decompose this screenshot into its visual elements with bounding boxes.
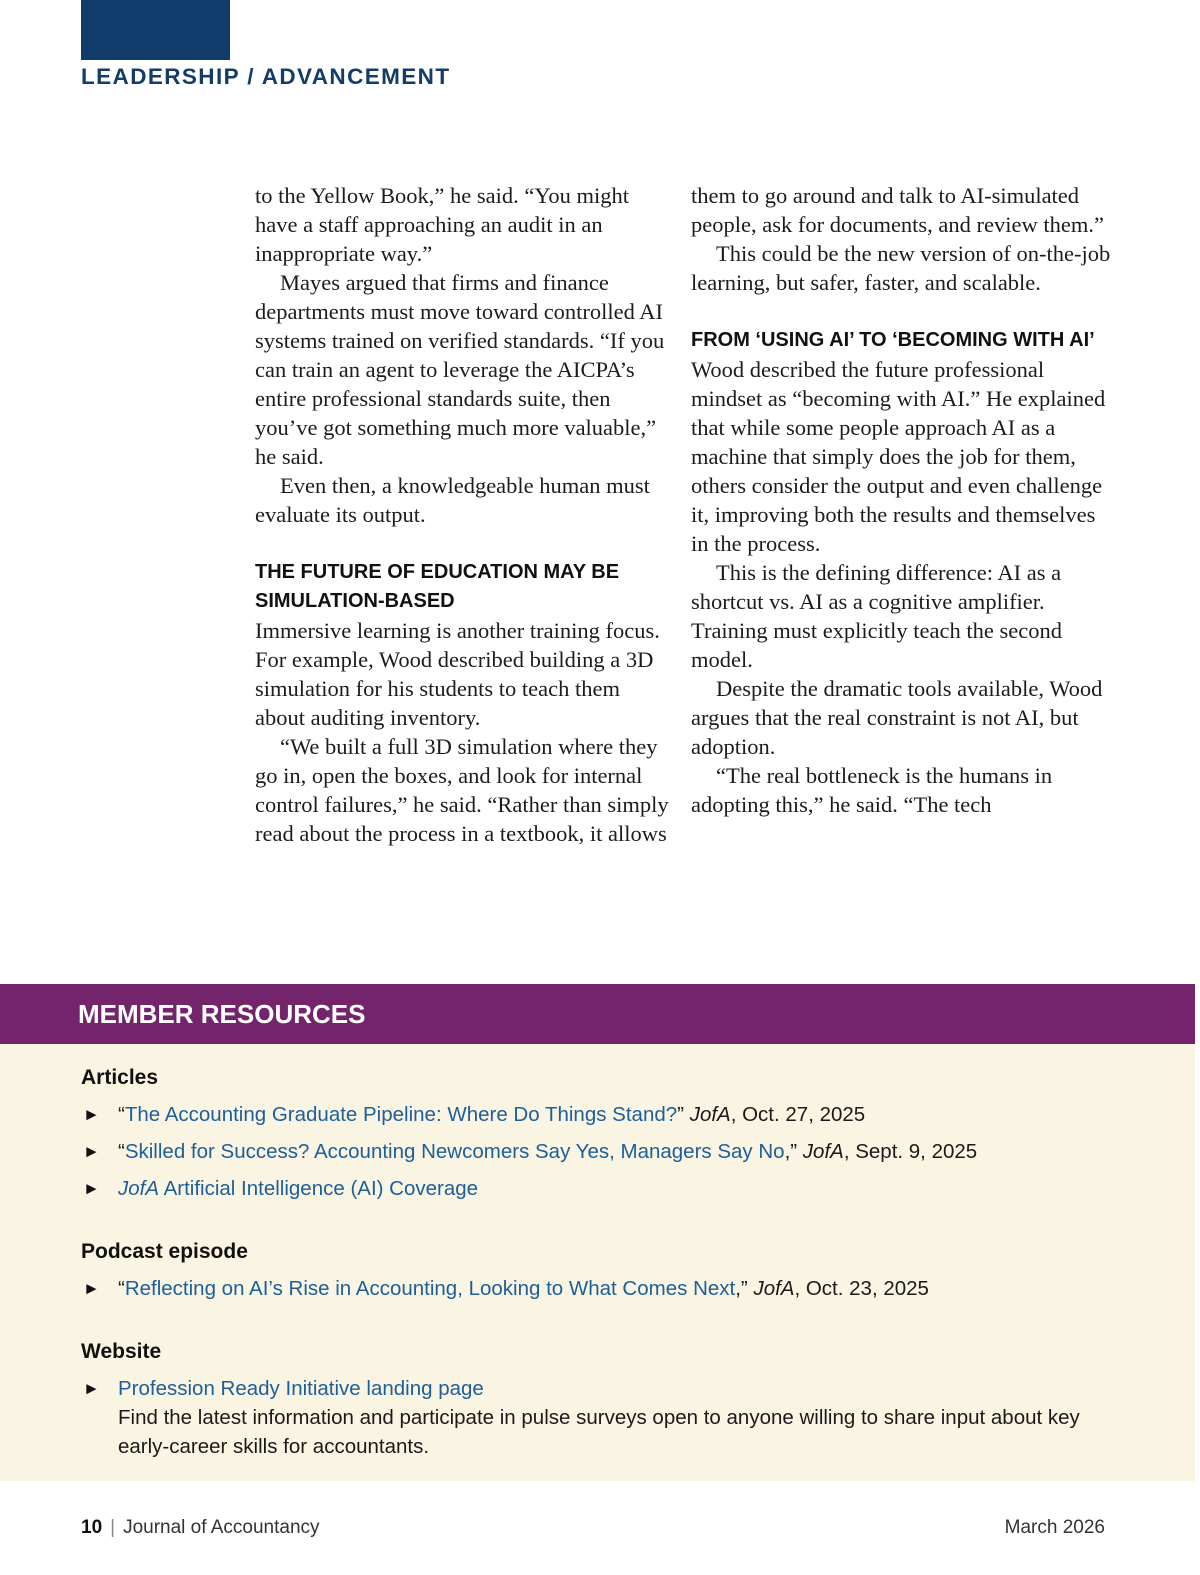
bullet-arrow-icon: ► xyxy=(83,1379,100,1398)
article-column-left xyxy=(255,181,670,848)
articles-heading: Articles xyxy=(81,1066,159,1089)
resource-item xyxy=(81,1100,1115,1129)
issue-date: March 2026 xyxy=(1004,1517,1105,1538)
paragraph: Even then, a knowledgeable human must evaluate its output. xyxy=(255,473,650,527)
member-resources-title: MEMBER RESOURCES xyxy=(0,984,1195,1044)
website-description: Find the latest information and participate in pulse surveys open to anyone willing to share input about key early-career skills for accountants. xyxy=(118,1406,1080,1458)
article-link[interactable]: Skilled for Success? Accounting Newcomers Say Yes, Managers Say No xyxy=(124,1140,785,1163)
member-resources-box xyxy=(0,1044,1195,1481)
podcast-link[interactable]: Reflecting on AI’s Rise in Accounting, Looking to What Comes Next xyxy=(124,1277,736,1300)
bullet-arrow-icon: ► xyxy=(83,1105,100,1124)
article-link[interactable]: The Accounting Graduate Pipeline: Where Do Things Stand? xyxy=(124,1103,678,1126)
publication-name: JofA xyxy=(689,1103,731,1126)
paragraph: “We built a full 3D simulation where they go in, open the boxes, and look for internal control failures,” he said. “Rather than simply read about the process in a textbook, it allows xyxy=(255,734,669,846)
footer-separator: | xyxy=(110,1517,116,1538)
podcast-heading: Podcast episode xyxy=(81,1240,248,1263)
resource-item xyxy=(81,1274,1115,1303)
resource-item xyxy=(81,1174,1115,1203)
paragraph: Mayes argued that firms and finance departments must move toward controlled AI systems trained on verified standards. “If you can train an agent to leverage the AICPA’s entire professional standards suite, then you’ve got something much more valuable,” he said. xyxy=(255,270,665,469)
resource-item xyxy=(81,1137,1115,1166)
publication-date: , Sept. 9, 2025 xyxy=(843,1140,978,1163)
article-column-right xyxy=(691,181,1116,819)
website-heading: Website xyxy=(81,1340,162,1363)
quote-mark: ” xyxy=(677,1103,690,1126)
paragraph: Despite the dramatic tools available, Wood argues that the real constraint is not AI, but adoption. xyxy=(691,676,1103,759)
paragraph: Wood described the future professional mindset as “becoming with AI.” He explained that while some people approach AI as a machine that simply does the job for them, others consider the output and even challenge it, improving both the results and themselves in the process. xyxy=(691,357,1106,556)
subheading: THE FUTURE OF EDUCATION MAY BE SIMULATION-BASED xyxy=(255,561,620,612)
publication-date: , Oct. 27, 2025 xyxy=(730,1103,866,1126)
section-label: LEADERSHIP / ADVANCEMENT xyxy=(81,64,451,89)
quote-mark: ,” xyxy=(735,1277,754,1300)
quote-mark: ,” xyxy=(784,1140,803,1163)
bullet-arrow-icon: ► xyxy=(83,1179,100,1198)
bullet-arrow-icon: ► xyxy=(83,1279,100,1298)
website-link[interactable]: Profession Ready Initiative landing page xyxy=(118,1377,484,1400)
paragraph: “The real bottleneck is the humans in adopting this,” he said. “The tech xyxy=(691,763,1053,817)
page-footer xyxy=(81,1517,1105,1539)
publication-name: JofA xyxy=(802,1140,844,1163)
article-link[interactable]: Artificial Intelligence (AI) Coverage xyxy=(159,1177,479,1200)
paragraph: them to go around and talk to AI-simulated people, ask for documents, and review them.” xyxy=(691,183,1104,237)
quote-mark: “ xyxy=(118,1140,125,1163)
publication-title: Journal of Accountancy xyxy=(123,1517,320,1538)
paragraph: This could be the new version of on-the-job learning, but safer, faster, and scalable. xyxy=(691,241,1111,295)
header-color-block xyxy=(81,0,230,60)
paragraph: to the Yellow Book,” he said. “You might have a staff approaching an audit in an inappropriate way.” xyxy=(255,183,629,266)
publication-name: JofA xyxy=(753,1277,795,1300)
quote-mark: “ xyxy=(118,1103,125,1126)
bullet-arrow-icon: ► xyxy=(83,1142,100,1161)
paragraph: This is the defining difference: AI as a shortcut vs. AI as a cognitive amplifier. Training must explicitly teach the second model. xyxy=(691,560,1062,672)
publication-link[interactable]: JofA xyxy=(118,1177,160,1200)
subheading: FROM ‘USING AI’ TO ‘BECOMING WITH AI’ xyxy=(691,329,1095,351)
publication-date: , Oct. 23, 2025 xyxy=(794,1277,929,1300)
paragraph: Immersive learning is another training focus. For example, Wood described building a 3D simulation for his students to teach them about auditing inventory. xyxy=(255,618,660,730)
quote-mark: “ xyxy=(118,1277,125,1300)
resource-item xyxy=(81,1374,1115,1461)
page-number: 10 xyxy=(81,1517,103,1538)
